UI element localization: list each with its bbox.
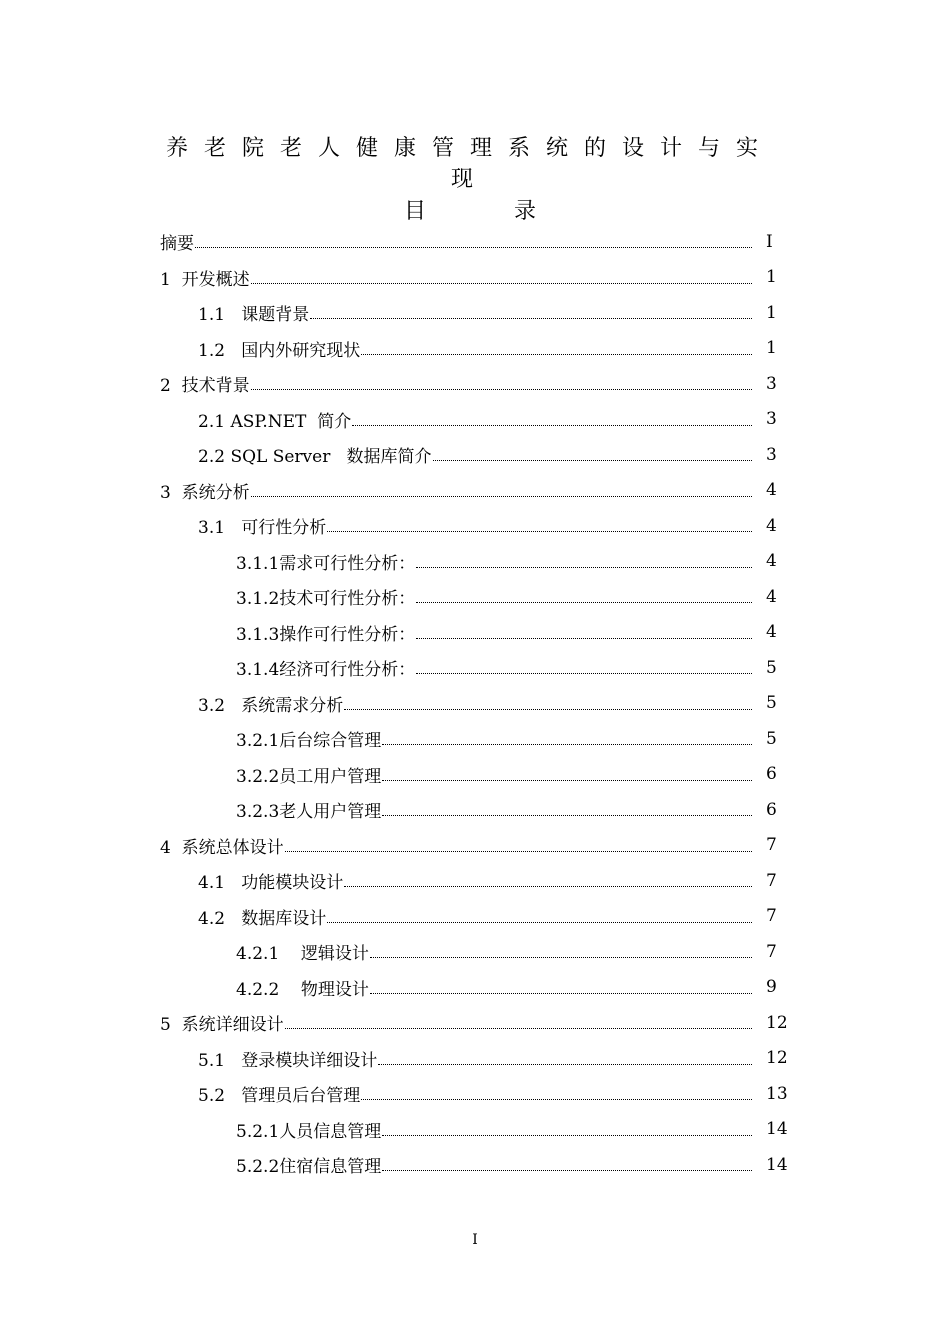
toc-entry[interactable] xyxy=(0,1147,950,1183)
toc-entry-label: 3.2.1后台综合管理 xyxy=(236,731,382,752)
toc-entry-line xyxy=(198,1041,752,1077)
toc-entry[interactable] xyxy=(0,792,950,828)
toc-entry-label: 5.2.2住宿信息管理 xyxy=(236,1157,382,1178)
toc-entry-line xyxy=(198,437,752,473)
toc-entry-label: 摘要 xyxy=(160,234,194,255)
toc-entry-line xyxy=(236,934,752,970)
toc-entry-page: 5 xyxy=(766,693,777,714)
toc-entry[interactable] xyxy=(0,366,950,402)
toc-entry-line xyxy=(198,899,752,935)
toc-entry[interactable] xyxy=(0,615,950,651)
toc-dot-leader xyxy=(251,496,752,497)
toc-dot-leader xyxy=(361,354,752,355)
toc-entry-page: 12 xyxy=(766,1012,788,1033)
toc-entry[interactable] xyxy=(0,863,950,899)
toc-entry-label: 5.2.1人员信息管理 xyxy=(236,1121,382,1142)
toc-entry-line xyxy=(236,615,752,651)
toc-entry-line xyxy=(236,721,752,757)
toc-entry-page: 4 xyxy=(766,480,777,501)
toc-entry-page: 1 xyxy=(766,267,777,288)
toc-dot-leader xyxy=(382,780,752,781)
toc-entry-line xyxy=(236,792,752,828)
toc-dot-leader xyxy=(416,638,752,639)
toc-entry[interactable] xyxy=(0,473,950,509)
toc-dot-leader xyxy=(327,922,752,923)
toc-entry-page: 4 xyxy=(766,515,777,536)
toc-entry-label: 3.1.3操作可行性分析： xyxy=(236,624,416,645)
toc-entry-line xyxy=(198,331,752,367)
toc-entry-label: 2 技术背景 xyxy=(160,376,250,397)
toc-entry-label: 4.2.1 逻辑设计 xyxy=(236,944,369,965)
toc-entry-line xyxy=(198,863,752,899)
toc-entry-line xyxy=(160,828,752,864)
toc-entry-page: 7 xyxy=(766,941,777,962)
toc-entry-label: 3.1.1需求可行性分析： xyxy=(236,553,416,574)
toc-entry-page: 4 xyxy=(766,551,777,572)
toc-entry[interactable] xyxy=(0,1005,950,1041)
toc-entry-line xyxy=(198,295,752,331)
toc-dot-leader xyxy=(433,460,752,461)
toc-entry[interactable] xyxy=(0,508,950,544)
toc-dot-leader xyxy=(382,1170,752,1171)
toc-entry-label: 2.1 ASP.NET 简介 xyxy=(198,411,352,432)
toc-entry-label: 1.1 课题背景 xyxy=(198,305,310,326)
toc-entry-line xyxy=(160,473,752,509)
toc-entry-label: 3.2.3老人用户管理 xyxy=(236,802,382,823)
toc-dot-leader xyxy=(382,744,752,745)
toc-dot-leader xyxy=(378,1064,752,1065)
toc-entry[interactable] xyxy=(0,437,950,473)
toc-entry-page: I xyxy=(766,231,773,252)
toc-heading xyxy=(160,197,780,227)
toc-entry-label: 3.1 可行性分析 xyxy=(198,518,327,539)
toc-entry-label: 4.2 数据库设计 xyxy=(198,908,327,929)
toc-entry[interactable] xyxy=(0,295,950,331)
toc-entry-line xyxy=(160,260,752,296)
toc-entry[interactable] xyxy=(0,1076,950,1112)
toc-entry[interactable] xyxy=(0,224,950,260)
toc-dot-leader xyxy=(344,709,752,710)
toc-dot-leader xyxy=(416,673,752,674)
toc-entry[interactable] xyxy=(0,721,950,757)
toc-entry-label: 1 开发概述 xyxy=(160,269,250,290)
toc-entry-label: 4 系统总体设计 xyxy=(160,837,284,858)
toc-entry[interactable] xyxy=(0,686,950,722)
toc-entry[interactable] xyxy=(0,650,950,686)
toc-entry-page: 3 xyxy=(766,409,777,430)
toc-entry-page: 1 xyxy=(766,338,777,359)
toc-entry[interactable] xyxy=(0,757,950,793)
toc-dot-leader xyxy=(251,389,752,390)
toc-entry-line xyxy=(160,366,752,402)
toc-entry-page: 1 xyxy=(766,302,777,323)
toc-dot-leader xyxy=(382,1135,752,1136)
toc-entry[interactable] xyxy=(0,579,950,615)
toc-dot-leader xyxy=(370,957,752,958)
toc-entry-line xyxy=(198,402,752,438)
toc-entry-label: 5.2 管理员后台管理 xyxy=(198,1086,361,1107)
toc-dot-leader xyxy=(416,602,752,603)
toc-entry-label: 5 系统详细设计 xyxy=(160,1015,284,1036)
toc-entry-page: 3 xyxy=(766,444,777,465)
toc-entry-page: 5 xyxy=(766,728,777,749)
toc-entry-page: 5 xyxy=(766,657,777,678)
toc-entry-page: 9 xyxy=(766,977,777,998)
toc-dot-leader xyxy=(285,851,752,852)
toc-dot-leader xyxy=(195,247,752,248)
toc-entry-label: 3 系统分析 xyxy=(160,482,250,503)
toc-dot-leader xyxy=(352,425,752,426)
toc-entry[interactable] xyxy=(0,934,950,970)
document-title-line-2: 现 xyxy=(450,167,489,192)
toc-entry-line xyxy=(198,686,752,722)
toc-entry[interactable] xyxy=(0,544,950,580)
toc-entry-label: 3.2.2员工用户管理 xyxy=(236,766,382,787)
toc-entry-page: 3 xyxy=(766,373,777,394)
toc-entry-line xyxy=(236,650,752,686)
toc-entry-line xyxy=(236,1112,752,1148)
toc-entry-label: 1.2 国内外研究现状 xyxy=(198,340,361,361)
toc-heading-left: 目 xyxy=(403,199,426,224)
toc-entry-label: 3.2 系统需求分析 xyxy=(198,695,344,716)
toc-entry-label: 2.2 SQL Server 数据库简介 xyxy=(198,447,432,468)
toc-entry[interactable] xyxy=(0,899,950,935)
toc-dot-leader xyxy=(251,283,752,284)
toc-entry-page: 12 xyxy=(766,1048,788,1069)
document-title-line-1: 养老院老人健康管理系统的设计与实 xyxy=(165,136,774,161)
toc-entry[interactable] xyxy=(0,828,950,864)
toc-entry-page: 7 xyxy=(766,906,777,927)
toc-dot-leader xyxy=(310,318,752,319)
toc-entry-line xyxy=(198,1076,752,1112)
toc-entry-label: 5.1 登录模块详细设计 xyxy=(198,1050,378,1071)
toc-entry-line xyxy=(160,1005,752,1041)
toc-dot-leader xyxy=(285,1028,752,1029)
toc-entry[interactable] xyxy=(0,1041,950,1077)
toc-entry-page: 14 xyxy=(766,1119,788,1140)
toc-entry-label: 4.1 功能模块设计 xyxy=(198,873,344,894)
toc-entry-label: 4.2.2 物理设计 xyxy=(236,979,369,1000)
toc-entry-line xyxy=(236,544,752,580)
toc-entry-line xyxy=(236,579,752,615)
toc-entry[interactable] xyxy=(0,331,950,367)
toc-entry-line xyxy=(198,508,752,544)
toc-entry[interactable] xyxy=(0,402,950,438)
toc-entry[interactable] xyxy=(0,1112,950,1148)
toc-dot-leader xyxy=(361,1099,752,1100)
toc-entry-label: 3.1.2技术可行性分析： xyxy=(236,589,416,610)
toc-entry-page: 7 xyxy=(766,870,777,891)
toc-entry-page: 7 xyxy=(766,835,777,856)
toc-entry-label: 3.1.4经济可行性分析： xyxy=(236,660,416,681)
toc-entry[interactable] xyxy=(0,260,950,296)
toc-dot-leader xyxy=(382,815,752,816)
toc-dot-leader xyxy=(370,993,752,994)
toc-entry-line xyxy=(236,1147,752,1183)
toc-dot-leader xyxy=(327,531,752,532)
toc-entry-page: 4 xyxy=(766,586,777,607)
toc-entry-line xyxy=(236,757,752,793)
toc-entry-page: 13 xyxy=(766,1083,788,1104)
toc-entry-page: 6 xyxy=(766,764,777,785)
page-number-footer: I xyxy=(472,1232,478,1248)
toc-entry-page: 6 xyxy=(766,799,777,820)
toc-entry[interactable] xyxy=(0,970,950,1006)
toc-entry-page: 4 xyxy=(766,622,777,643)
toc-dot-leader xyxy=(344,886,752,887)
toc-entry-line xyxy=(236,970,752,1006)
toc-entry-line xyxy=(160,224,752,260)
toc-dot-leader xyxy=(416,567,752,568)
toc-entry-page: 14 xyxy=(766,1154,788,1175)
toc-heading-right: 录 xyxy=(514,199,537,224)
